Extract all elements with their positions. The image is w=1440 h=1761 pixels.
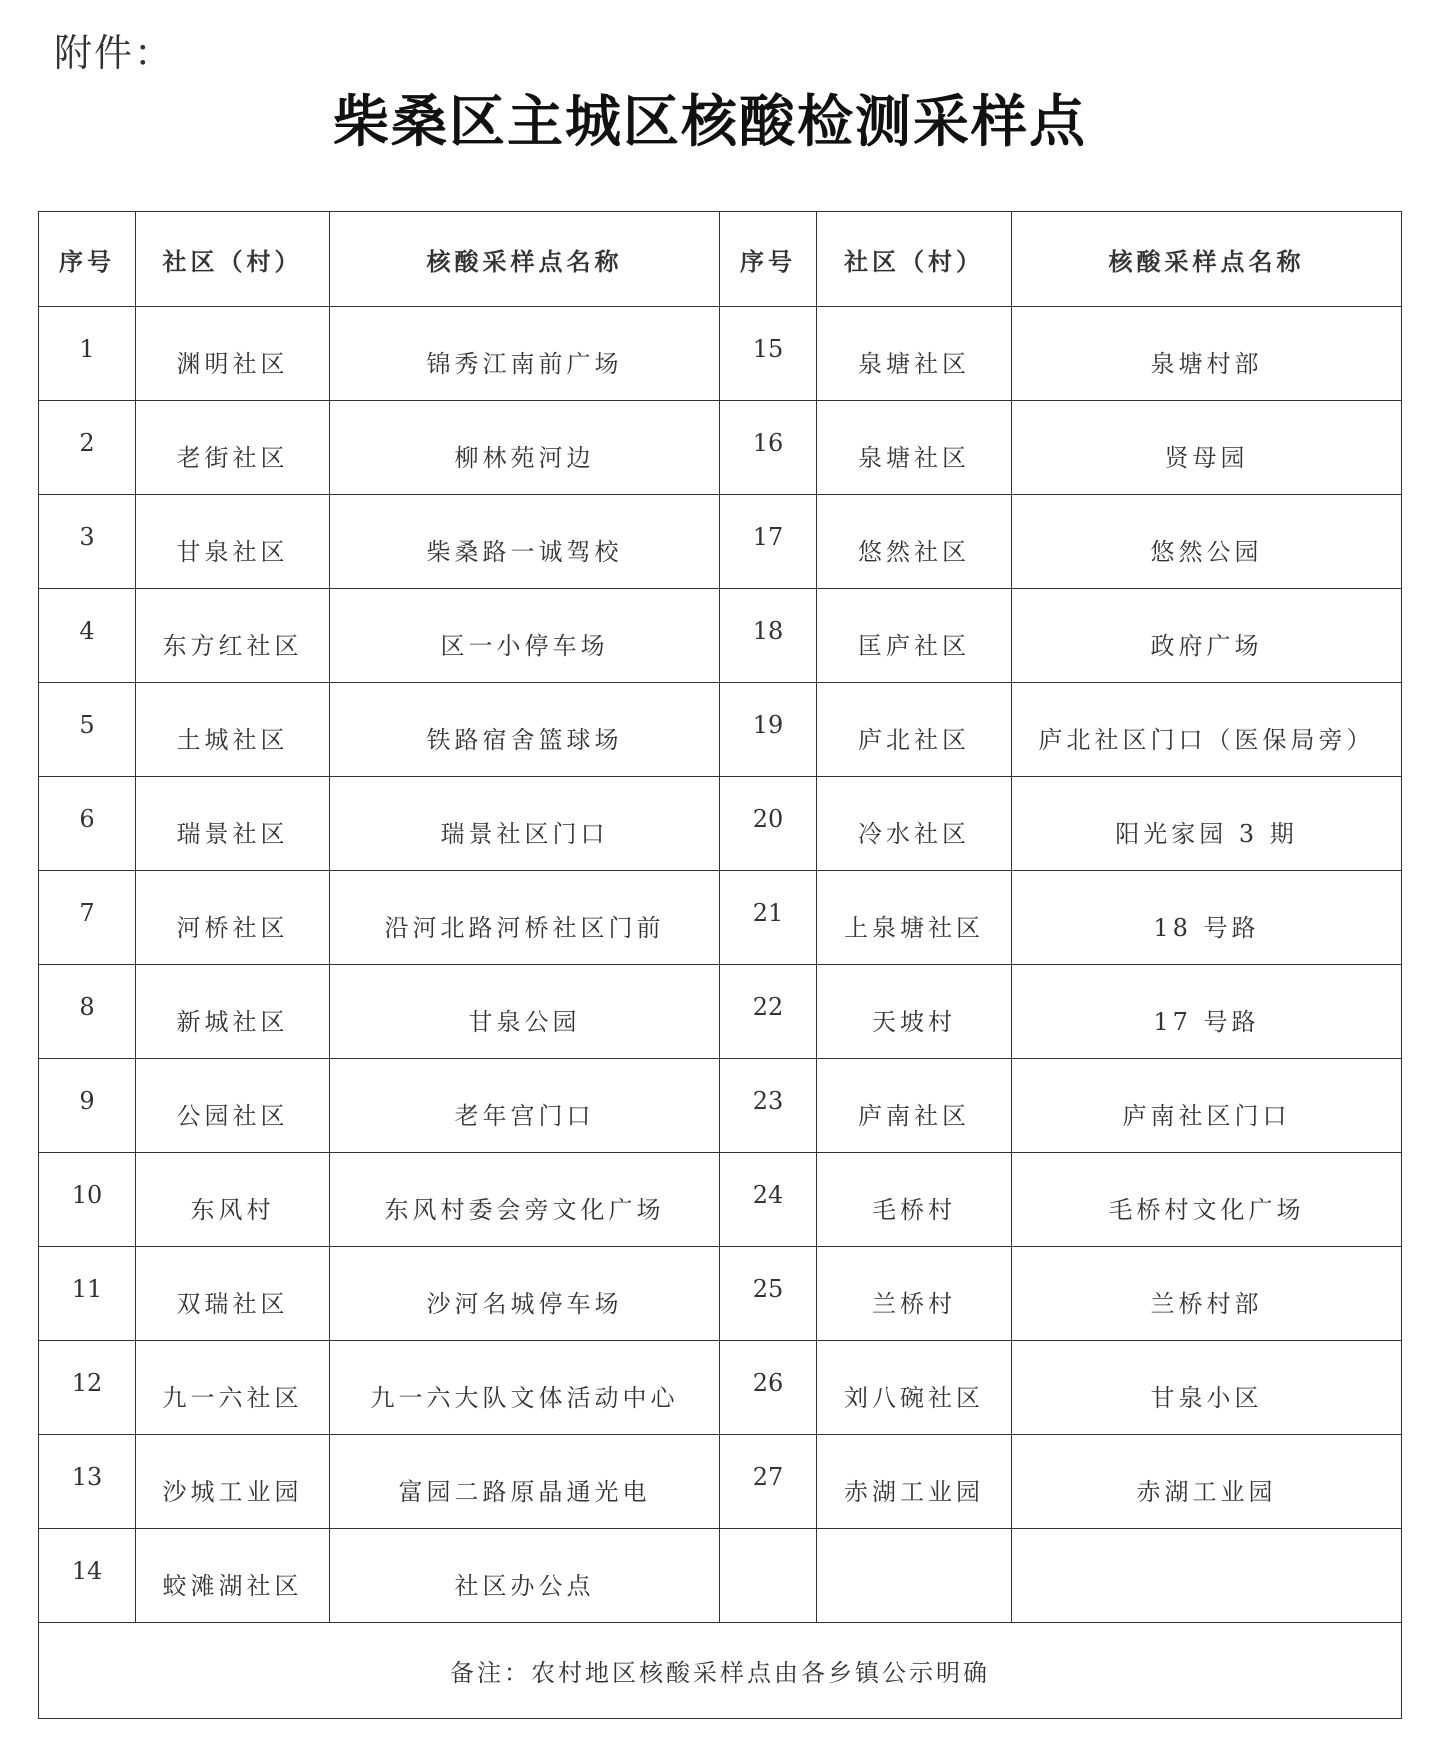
table-row	[39, 307, 1402, 401]
site-cell	[1012, 1529, 1402, 1623]
seq-cell: 3	[39, 495, 136, 589]
seq-cell: 6	[39, 777, 136, 871]
table-row	[39, 871, 1402, 965]
community-cell: 刘八碗社区	[817, 1341, 1012, 1435]
header-site-right: 核酸采样点名称	[1012, 212, 1402, 307]
community-cell: 沙城工业园	[136, 1435, 330, 1529]
site-cell: 17 号路	[1012, 965, 1402, 1059]
community-cell: 双瑞社区	[136, 1247, 330, 1341]
site-cell: 毛桥村文化广场	[1012, 1153, 1402, 1247]
site-cell: 甘泉小区	[1012, 1341, 1402, 1435]
seq-cell: 24	[720, 1153, 817, 1247]
table-row	[39, 1341, 1402, 1435]
seq-cell: 13	[39, 1435, 136, 1529]
site-cell: 贤母园	[1012, 401, 1402, 495]
community-cell: 毛桥村	[817, 1153, 1012, 1247]
table-header-row	[39, 212, 1402, 307]
note-row	[39, 1623, 1402, 1719]
seq-cell: 12	[39, 1341, 136, 1435]
seq-cell: 22	[720, 965, 817, 1059]
site-cell: 锦秀江南前广场	[330, 307, 720, 401]
seq-cell: 25	[720, 1247, 817, 1341]
table-row	[39, 683, 1402, 777]
seq-cell: 11	[39, 1247, 136, 1341]
community-cell: 土城社区	[136, 683, 330, 777]
community-cell: 泉塘社区	[817, 307, 1012, 401]
community-cell: 兰桥村	[817, 1247, 1012, 1341]
table-row	[39, 965, 1402, 1059]
site-cell: 甘泉公园	[330, 965, 720, 1059]
site-cell: 老年宫门口	[330, 1059, 720, 1153]
site-cell: 兰桥村部	[1012, 1247, 1402, 1341]
site-cell: 庐北社区门口（医保局旁）	[1012, 683, 1402, 777]
seq-cell: 18	[720, 589, 817, 683]
community-cell: 公园社区	[136, 1059, 330, 1153]
site-cell: 悠然公园	[1012, 495, 1402, 589]
community-cell: 赤湖工业园	[817, 1435, 1012, 1529]
site-cell: 沙河名城停车场	[330, 1247, 720, 1341]
header-seq-left: 序号	[39, 212, 136, 307]
table-row	[39, 1247, 1402, 1341]
seq-cell: 16	[720, 401, 817, 495]
site-cell: 泉塘村部	[1012, 307, 1402, 401]
page-title: 柴桑区主城区核酸检测采样点	[333, 90, 1087, 155]
header-site-left: 核酸采样点名称	[330, 212, 720, 307]
community-cell: 甘泉社区	[136, 495, 330, 589]
table-row	[39, 1153, 1402, 1247]
community-cell: 冷水社区	[817, 777, 1012, 871]
site-cell: 瑞景社区门口	[330, 777, 720, 871]
community-cell: 天坡村	[817, 965, 1012, 1059]
seq-cell: 2	[39, 401, 136, 495]
site-cell: 赤湖工业园	[1012, 1435, 1402, 1529]
community-cell	[817, 1529, 1012, 1623]
sampling-sites-table	[38, 211, 1402, 1719]
community-cell: 悠然社区	[817, 495, 1012, 589]
site-cell: 铁路宿舍篮球场	[330, 683, 720, 777]
site-cell: 社区办公点	[330, 1529, 720, 1623]
site-cell: 阳光家园 3 期	[1012, 777, 1402, 871]
attachment-label: 附件：	[54, 31, 175, 75]
community-cell: 渊明社区	[136, 307, 330, 401]
community-cell: 九一六社区	[136, 1341, 330, 1435]
site-cell: 庐南社区门口	[1012, 1059, 1402, 1153]
community-cell: 庐北社区	[817, 683, 1012, 777]
table-row	[39, 401, 1402, 495]
table-row	[39, 1059, 1402, 1153]
seq-cell	[720, 1529, 817, 1623]
seq-cell: 5	[39, 683, 136, 777]
community-cell: 蛟滩湖社区	[136, 1529, 330, 1623]
seq-cell: 21	[720, 871, 817, 965]
site-cell: 18 号路	[1012, 871, 1402, 965]
community-cell: 新城社区	[136, 965, 330, 1059]
site-cell: 九一六大队文体活动中心	[330, 1341, 720, 1435]
site-cell: 柳林苑河边	[330, 401, 720, 495]
seq-cell: 7	[39, 871, 136, 965]
community-cell: 匡庐社区	[817, 589, 1012, 683]
seq-cell: 9	[39, 1059, 136, 1153]
table-body	[39, 307, 1402, 1719]
seq-cell: 4	[39, 589, 136, 683]
site-cell: 柴桑路一诚驾校	[330, 495, 720, 589]
site-cell: 区一小停车场	[330, 589, 720, 683]
seq-cell: 14	[39, 1529, 136, 1623]
seq-cell: 1	[39, 307, 136, 401]
seq-cell: 26	[720, 1341, 817, 1435]
community-cell: 瑞景社区	[136, 777, 330, 871]
community-cell: 老街社区	[136, 401, 330, 495]
site-cell: 富园二路原晶通光电	[330, 1435, 720, 1529]
seq-cell: 15	[720, 307, 817, 401]
community-cell: 泉塘社区	[817, 401, 1012, 495]
seq-cell: 19	[720, 683, 817, 777]
seq-cell: 27	[720, 1435, 817, 1529]
site-cell: 政府广场	[1012, 589, 1402, 683]
seq-cell: 10	[39, 1153, 136, 1247]
community-cell: 东方红社区	[136, 589, 330, 683]
site-cell: 沿河北路河桥社区门前	[330, 871, 720, 965]
header-community-left: 社区（村）	[136, 212, 330, 307]
seq-cell: 23	[720, 1059, 817, 1153]
header-community-right: 社区（村）	[817, 212, 1012, 307]
seq-cell: 17	[720, 495, 817, 589]
community-cell: 河桥社区	[136, 871, 330, 965]
seq-cell: 20	[720, 777, 817, 871]
table-row	[39, 495, 1402, 589]
table-row	[39, 777, 1402, 871]
community-cell: 庐南社区	[817, 1059, 1012, 1153]
community-cell: 上泉塘社区	[817, 871, 1012, 965]
table-row	[39, 1529, 1402, 1623]
table-row	[39, 589, 1402, 683]
site-cell: 东风村委会旁文化广场	[330, 1153, 720, 1247]
seq-cell: 8	[39, 965, 136, 1059]
table-row	[39, 1435, 1402, 1529]
header-seq-right: 序号	[720, 212, 817, 307]
community-cell: 东风村	[136, 1153, 330, 1247]
note-cell: 备注：农村地区核酸采样点由各乡镇公示明确	[39, 1623, 1402, 1719]
